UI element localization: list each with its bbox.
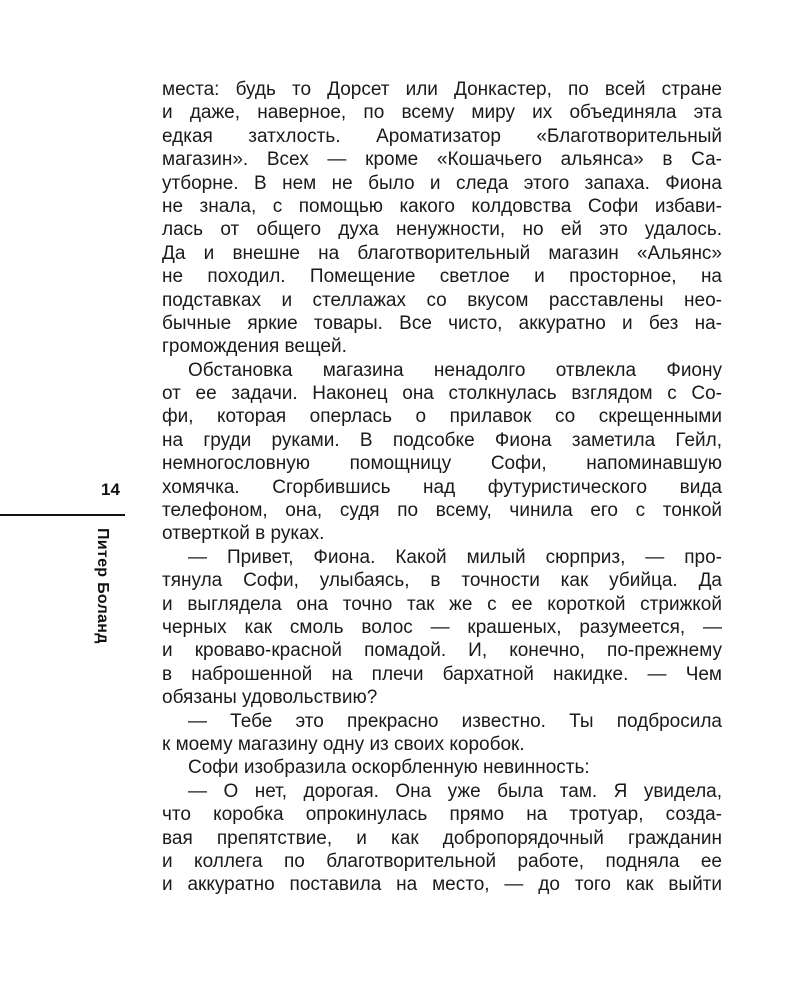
text-line: и выглядела она точно так же с ее короткой стрижкой: [162, 593, 722, 615]
text-line: и кроваво-красной помадой. И, конечно, по-прежнему: [162, 640, 722, 662]
text-line: тянула Софи, улыбаясь, в точности как убийца. Да: [162, 570, 722, 592]
text-line: и аккуратно поставила на место, — до того как выйти: [162, 874, 722, 896]
text-line: не походил. Помещение светлое и просторное, на: [162, 266, 722, 288]
text-line: что коробка опрокинулась прямо на тротуар, созда-: [162, 804, 722, 826]
text-line: черных как смоль волос — крашеных, разумеется, —: [162, 616, 722, 638]
text-line: и даже, наверное, по всему миру их объединяла эта: [162, 102, 722, 124]
text-line: Обстановка магазина ненадолго отвлекла Фиону: [188, 359, 722, 381]
text-line: лась от общего духа ненужности, но ей это удалось.: [162, 219, 722, 241]
text-line: подставках и стеллажах со вкусом расставлены нео-: [162, 289, 722, 311]
text-line: отверткой в руках.: [162, 523, 325, 545]
text-line: хомячка. Сгорбившись над футуристического вида: [162, 476, 722, 498]
text-line: в наброшенной на плечи бархатной накидке. — Чем: [162, 663, 722, 685]
text-line: — Привет, Фиона. Какой милый сюрприз, — про-: [188, 546, 722, 568]
text-line: немногословную помощницу Софи, напоминавшую: [162, 453, 722, 475]
text-line: — Тебе это прекрасно известно. Ты подбросила: [188, 710, 722, 732]
text-line: бычные яркие товары. Все чисто, аккуратно и без на-: [162, 312, 722, 334]
text-line: — О нет, дорогая. Она уже была там. Я увидела,: [188, 780, 722, 802]
text-line: обязаны удовольствию?: [162, 687, 378, 709]
text-line: места: будь то Дорсет или Донкастер, по всей стране: [162, 79, 722, 100]
text-line: от ее задачи. Наконец она столкнулась взглядом с Со-: [162, 383, 722, 405]
text-line: магазин». Всех — кроме «Кошачьего альянса» в Са-: [162, 149, 722, 171]
text-line: не знала, с помощью какого колдовства Софи избави-: [162, 195, 722, 217]
text-line: Софи изобразила оскорбленную невинность:: [188, 757, 590, 779]
text-line: утборне. В нем не было и следа этого запаха. Фиона: [162, 172, 722, 194]
text-line: едкая затхлость. Ароматизатор «Благотворительный: [162, 125, 722, 147]
text-line: к моему магазину одну из своих коробок.: [162, 733, 525, 755]
text-line: фи, которая оперлась о прилавок со скрещенными: [162, 406, 722, 428]
running-header-author: Питер Боланд: [94, 528, 111, 644]
text-line: вая препятствие, и как добропорядочный гражданин: [162, 827, 722, 849]
text-line: телефоном, она, судя по всему, чинила его с тонкой: [162, 500, 722, 522]
text-line: громождения вещей.: [162, 336, 347, 358]
page-number: 14: [101, 480, 120, 499]
text-line: на груди руками. В подсобке Фиона заметила Гейл,: [162, 429, 722, 451]
margin-divider-line: [0, 514, 125, 516]
text-line: Да и внешне на благотворительный магазин «Альянс»: [162, 242, 722, 264]
body-text: [162, 78, 722, 897]
text-line: и коллега по благотворительной работе, подняла ее: [162, 850, 722, 872]
